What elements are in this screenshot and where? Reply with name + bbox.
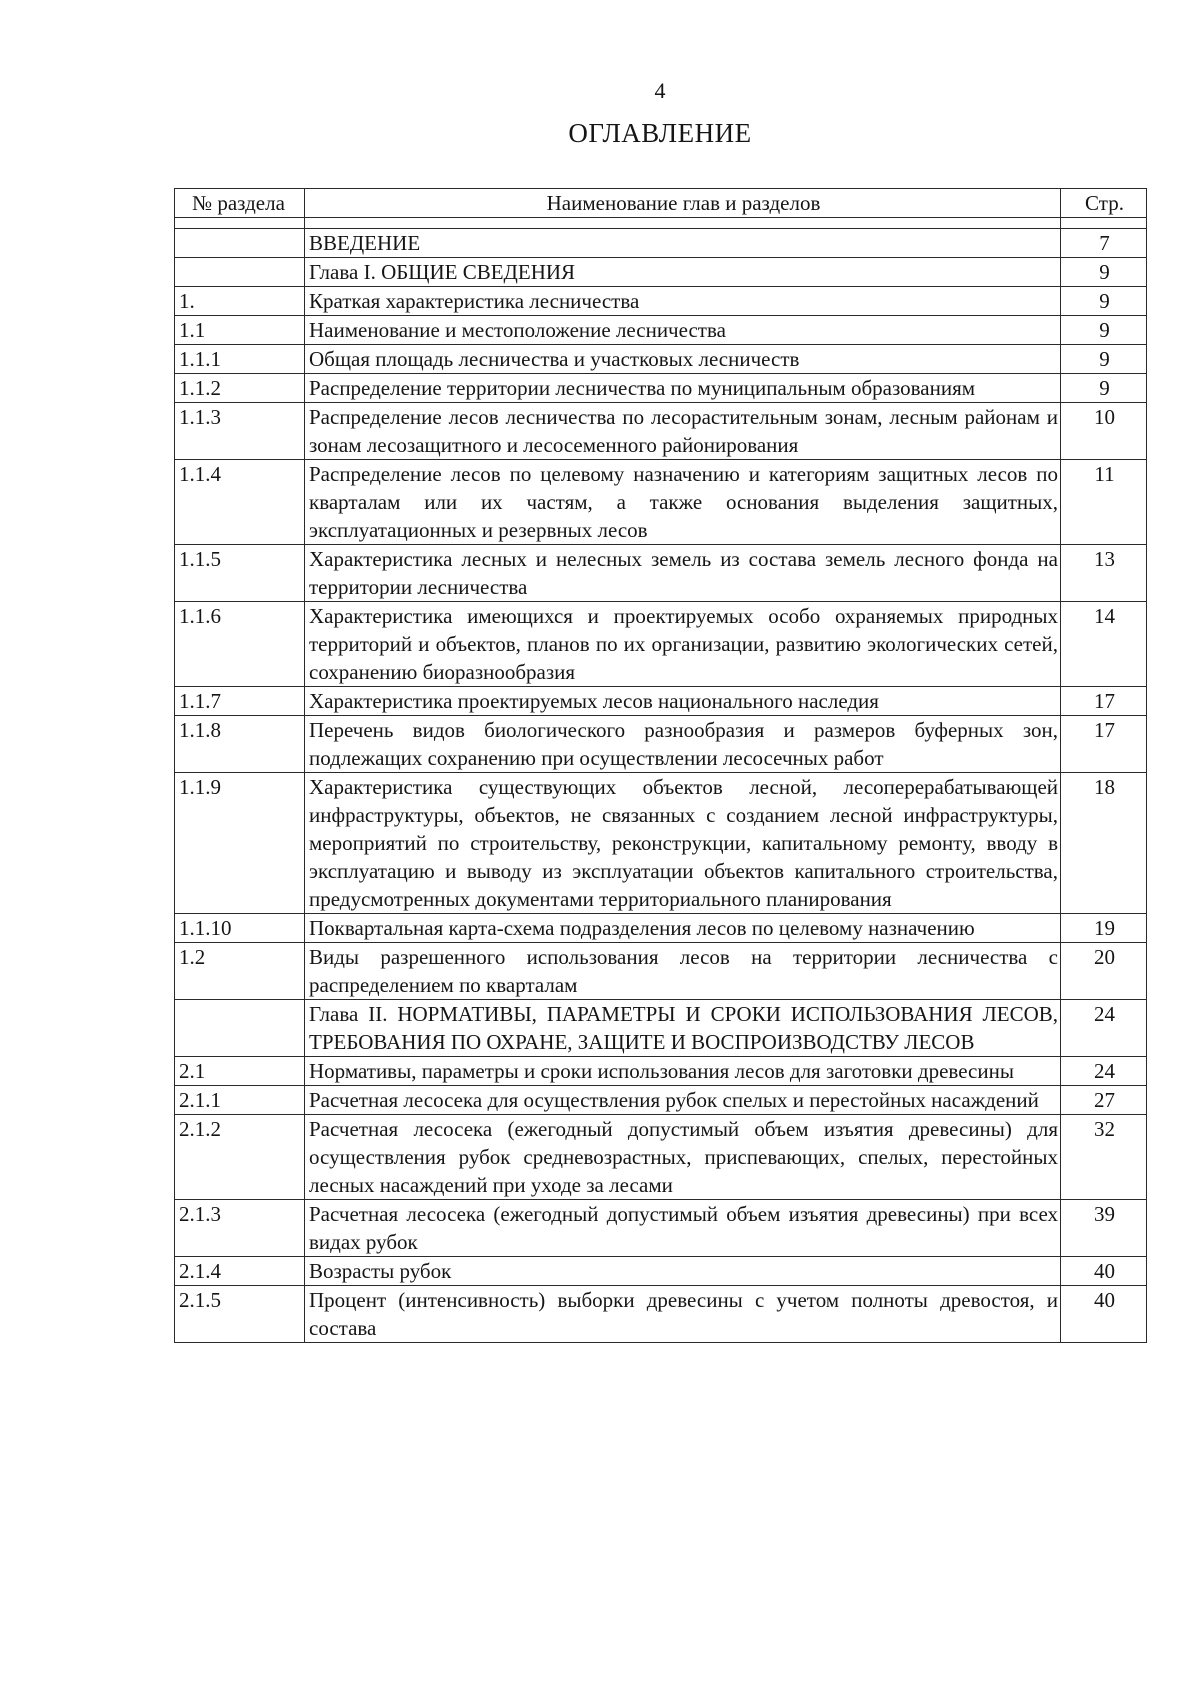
toc-page-number: 9 <box>1061 374 1147 403</box>
header-section-name: Наименование глав и разделов <box>305 189 1061 218</box>
toc-section-name: Распределение лесов по целевому назначению и категориям защитных лесов по кварталам или их частям, а также основания выделения защитных, эксплуатационных и резервных лесов <box>305 460 1061 545</box>
toc-row <box>175 287 1147 316</box>
toc-page-number: 7 <box>1061 229 1147 258</box>
toc-section-number: 2.1 <box>175 1057 305 1086</box>
toc-section-name: Расчетная лесосека (ежегодный допустимый объем изъятия древесины) при всех видах рубок <box>305 1200 1061 1257</box>
toc-row <box>175 258 1147 287</box>
header-section-number: № раздела <box>175 189 305 218</box>
toc-section-name: Нормативы, параметры и сроки использования лесов для заготовки древесины <box>305 1057 1061 1086</box>
toc-row <box>175 403 1147 460</box>
toc-section-number: 1.1.1 <box>175 345 305 374</box>
toc-section-name: Процент (интенсивность) выборки древесины с учетом полноты древостоя, и состава <box>305 1286 1061 1343</box>
toc-page-number: 39 <box>1061 1200 1147 1257</box>
toc-page-number: 40 <box>1061 1286 1147 1343</box>
toc-section-name: Распределение лесов лесничества по лесорастительным зонам, лесным районам и зонам лесозащитного и лесосеменного районирования <box>305 403 1061 460</box>
toc-section-number: 2.1.5 <box>175 1286 305 1343</box>
toc-section-name: Глава I. ОБЩИЕ СВЕДЕНИЯ <box>305 258 1061 287</box>
toc-section-number: 2.1.4 <box>175 1257 305 1286</box>
toc-section-name: Характеристика лесных и нелесных земель из состава земель лесного фонда на территории лесничества <box>305 545 1061 602</box>
toc-section-number <box>175 229 305 258</box>
spacer-cell <box>305 218 1061 229</box>
toc-page-number: 9 <box>1061 345 1147 374</box>
header-page: Стр. <box>1061 189 1147 218</box>
toc-page-number: 9 <box>1061 258 1147 287</box>
toc-row <box>175 460 1147 545</box>
toc-row <box>175 1286 1147 1343</box>
toc-section-name: Расчетная лесосека для осуществления рубок спелых и перестойных насаждений <box>305 1086 1061 1115</box>
toc-row <box>175 545 1147 602</box>
toc-section-name: Общая площадь лесничества и участковых лесничеств <box>305 345 1061 374</box>
page-title: ОГЛАВЛЕНИЕ <box>568 118 752 148</box>
toc-section-name: Характеристика имеющихся и проектируемых особо охраняемых природных территорий и объектов, планов по их организации, развитию экологических сетей, сохранению биоразнообразия <box>305 602 1061 687</box>
toc-section-number: 1.2 <box>175 943 305 1000</box>
toc-page-number: 24 <box>1061 1000 1147 1057</box>
toc-page-number: 40 <box>1061 1257 1147 1286</box>
toc-section-name: Виды разрешенного использования лесов на территории лесничества с распределением по кварталам <box>305 943 1061 1000</box>
toc-section-number: 2.1.3 <box>175 1200 305 1257</box>
toc-row <box>175 1257 1147 1286</box>
toc-row <box>175 316 1147 345</box>
toc-page-number: 13 <box>1061 545 1147 602</box>
toc-page-number: 11 <box>1061 460 1147 545</box>
toc-section-number <box>175 1000 305 1057</box>
toc-section-number: 1.1.8 <box>175 716 305 773</box>
toc-section-name: Поквартальная карта-схема подразделения лесов по целевому назначению <box>305 914 1061 943</box>
toc-row <box>175 1057 1147 1086</box>
toc-page-number: 17 <box>1061 716 1147 773</box>
toc-row <box>175 1000 1147 1057</box>
spacer-cell <box>1061 218 1147 229</box>
toc-section-name: Краткая характеристика лесничества <box>305 287 1061 316</box>
toc-row <box>175 773 1147 914</box>
toc-section-name: Характеристика существующих объектов лесной, лесоперерабатывающей инфраструктуры, объектов, не связанных с созданием лесной инфраструктуры, мероприятий по строительству, реконструкции, капитальному ремонту, вводу в эксплуатацию и выводу из эксплуатации объектов капитального строительства, предусмотренных документами территориального планирования <box>305 773 1061 914</box>
toc-section-number: 2.1.1 <box>175 1086 305 1115</box>
toc-section-number: 1.1.4 <box>175 460 305 545</box>
toc-section-number: 1.1.5 <box>175 545 305 602</box>
toc-section-name: Расчетная лесосека (ежегодный допустимый объем изъятия древесины) для осуществления рубок средневозрастных, приспевающих, спелых, перестойных лесных насаждений при уходе за лесами <box>305 1115 1061 1200</box>
toc-row <box>175 345 1147 374</box>
toc-section-name: Распределение территории лесничества по муниципальным образованиям <box>305 374 1061 403</box>
toc-row <box>175 716 1147 773</box>
toc-section-number: 1.1.3 <box>175 403 305 460</box>
toc-spacer-row <box>175 218 1147 229</box>
toc-section-name: Характеристика проектируемых лесов национального наследия <box>305 687 1061 716</box>
toc-row <box>175 943 1147 1000</box>
toc-page-number: 18 <box>1061 773 1147 914</box>
toc-section-number: 1.1.7 <box>175 687 305 716</box>
toc-page-number: 10 <box>1061 403 1147 460</box>
toc-body <box>175 189 1147 1343</box>
toc-section-number: 1. <box>175 287 305 316</box>
toc-page-number: 14 <box>1061 602 1147 687</box>
toc-section-name: Глава II. НОРМАТИВЫ, ПАРАМЕТРЫ И СРОКИ ИСПОЛЬЗОВАНИЯ ЛЕСОВ, ТРЕБОВАНИЯ ПО ОХРАНЕ, ЗАЩИТЕ И ВОСПРОИЗВОДСТВУ ЛЕСОВ <box>305 1000 1061 1057</box>
toc-header-row <box>175 189 1147 218</box>
toc-section-number: 2.1.2 <box>175 1115 305 1200</box>
page-number: 4 <box>654 78 666 103</box>
toc-section-number: 1.1.2 <box>175 374 305 403</box>
toc-section-number: 1.1.6 <box>175 602 305 687</box>
spacer-cell <box>175 218 305 229</box>
toc-row <box>175 229 1147 258</box>
toc-row <box>175 1200 1147 1257</box>
toc-section-name: ВВЕДЕНИЕ <box>305 229 1061 258</box>
toc-section-name: Перечень видов биологического разнообразия и размеров буферных зон, подлежащих сохранению при осуществлении лесосечных работ <box>305 716 1061 773</box>
toc-page-number: 9 <box>1061 316 1147 345</box>
toc-section-number: 1.1.10 <box>175 914 305 943</box>
toc-section-name: Наименование и местоположение лесничества <box>305 316 1061 345</box>
toc-page-number: 9 <box>1061 287 1147 316</box>
toc-section-number: 1.1 <box>175 316 305 345</box>
toc-page-number: 32 <box>1061 1115 1147 1200</box>
toc-row <box>175 1086 1147 1115</box>
toc-page-number: 20 <box>1061 943 1147 1000</box>
toc-section-number: 1.1.9 <box>175 773 305 914</box>
toc-table <box>174 188 1147 1343</box>
toc-section-name: Возрасты рубок <box>305 1257 1061 1286</box>
toc-row <box>175 1115 1147 1200</box>
toc-row <box>175 914 1147 943</box>
toc-section-number <box>175 258 305 287</box>
toc-row <box>175 374 1147 403</box>
toc-row <box>175 687 1147 716</box>
toc-page-number: 27 <box>1061 1086 1147 1115</box>
toc-page-number: 17 <box>1061 687 1147 716</box>
toc-page-number: 19 <box>1061 914 1147 943</box>
toc-page-number: 24 <box>1061 1057 1147 1086</box>
toc-row <box>175 602 1147 687</box>
